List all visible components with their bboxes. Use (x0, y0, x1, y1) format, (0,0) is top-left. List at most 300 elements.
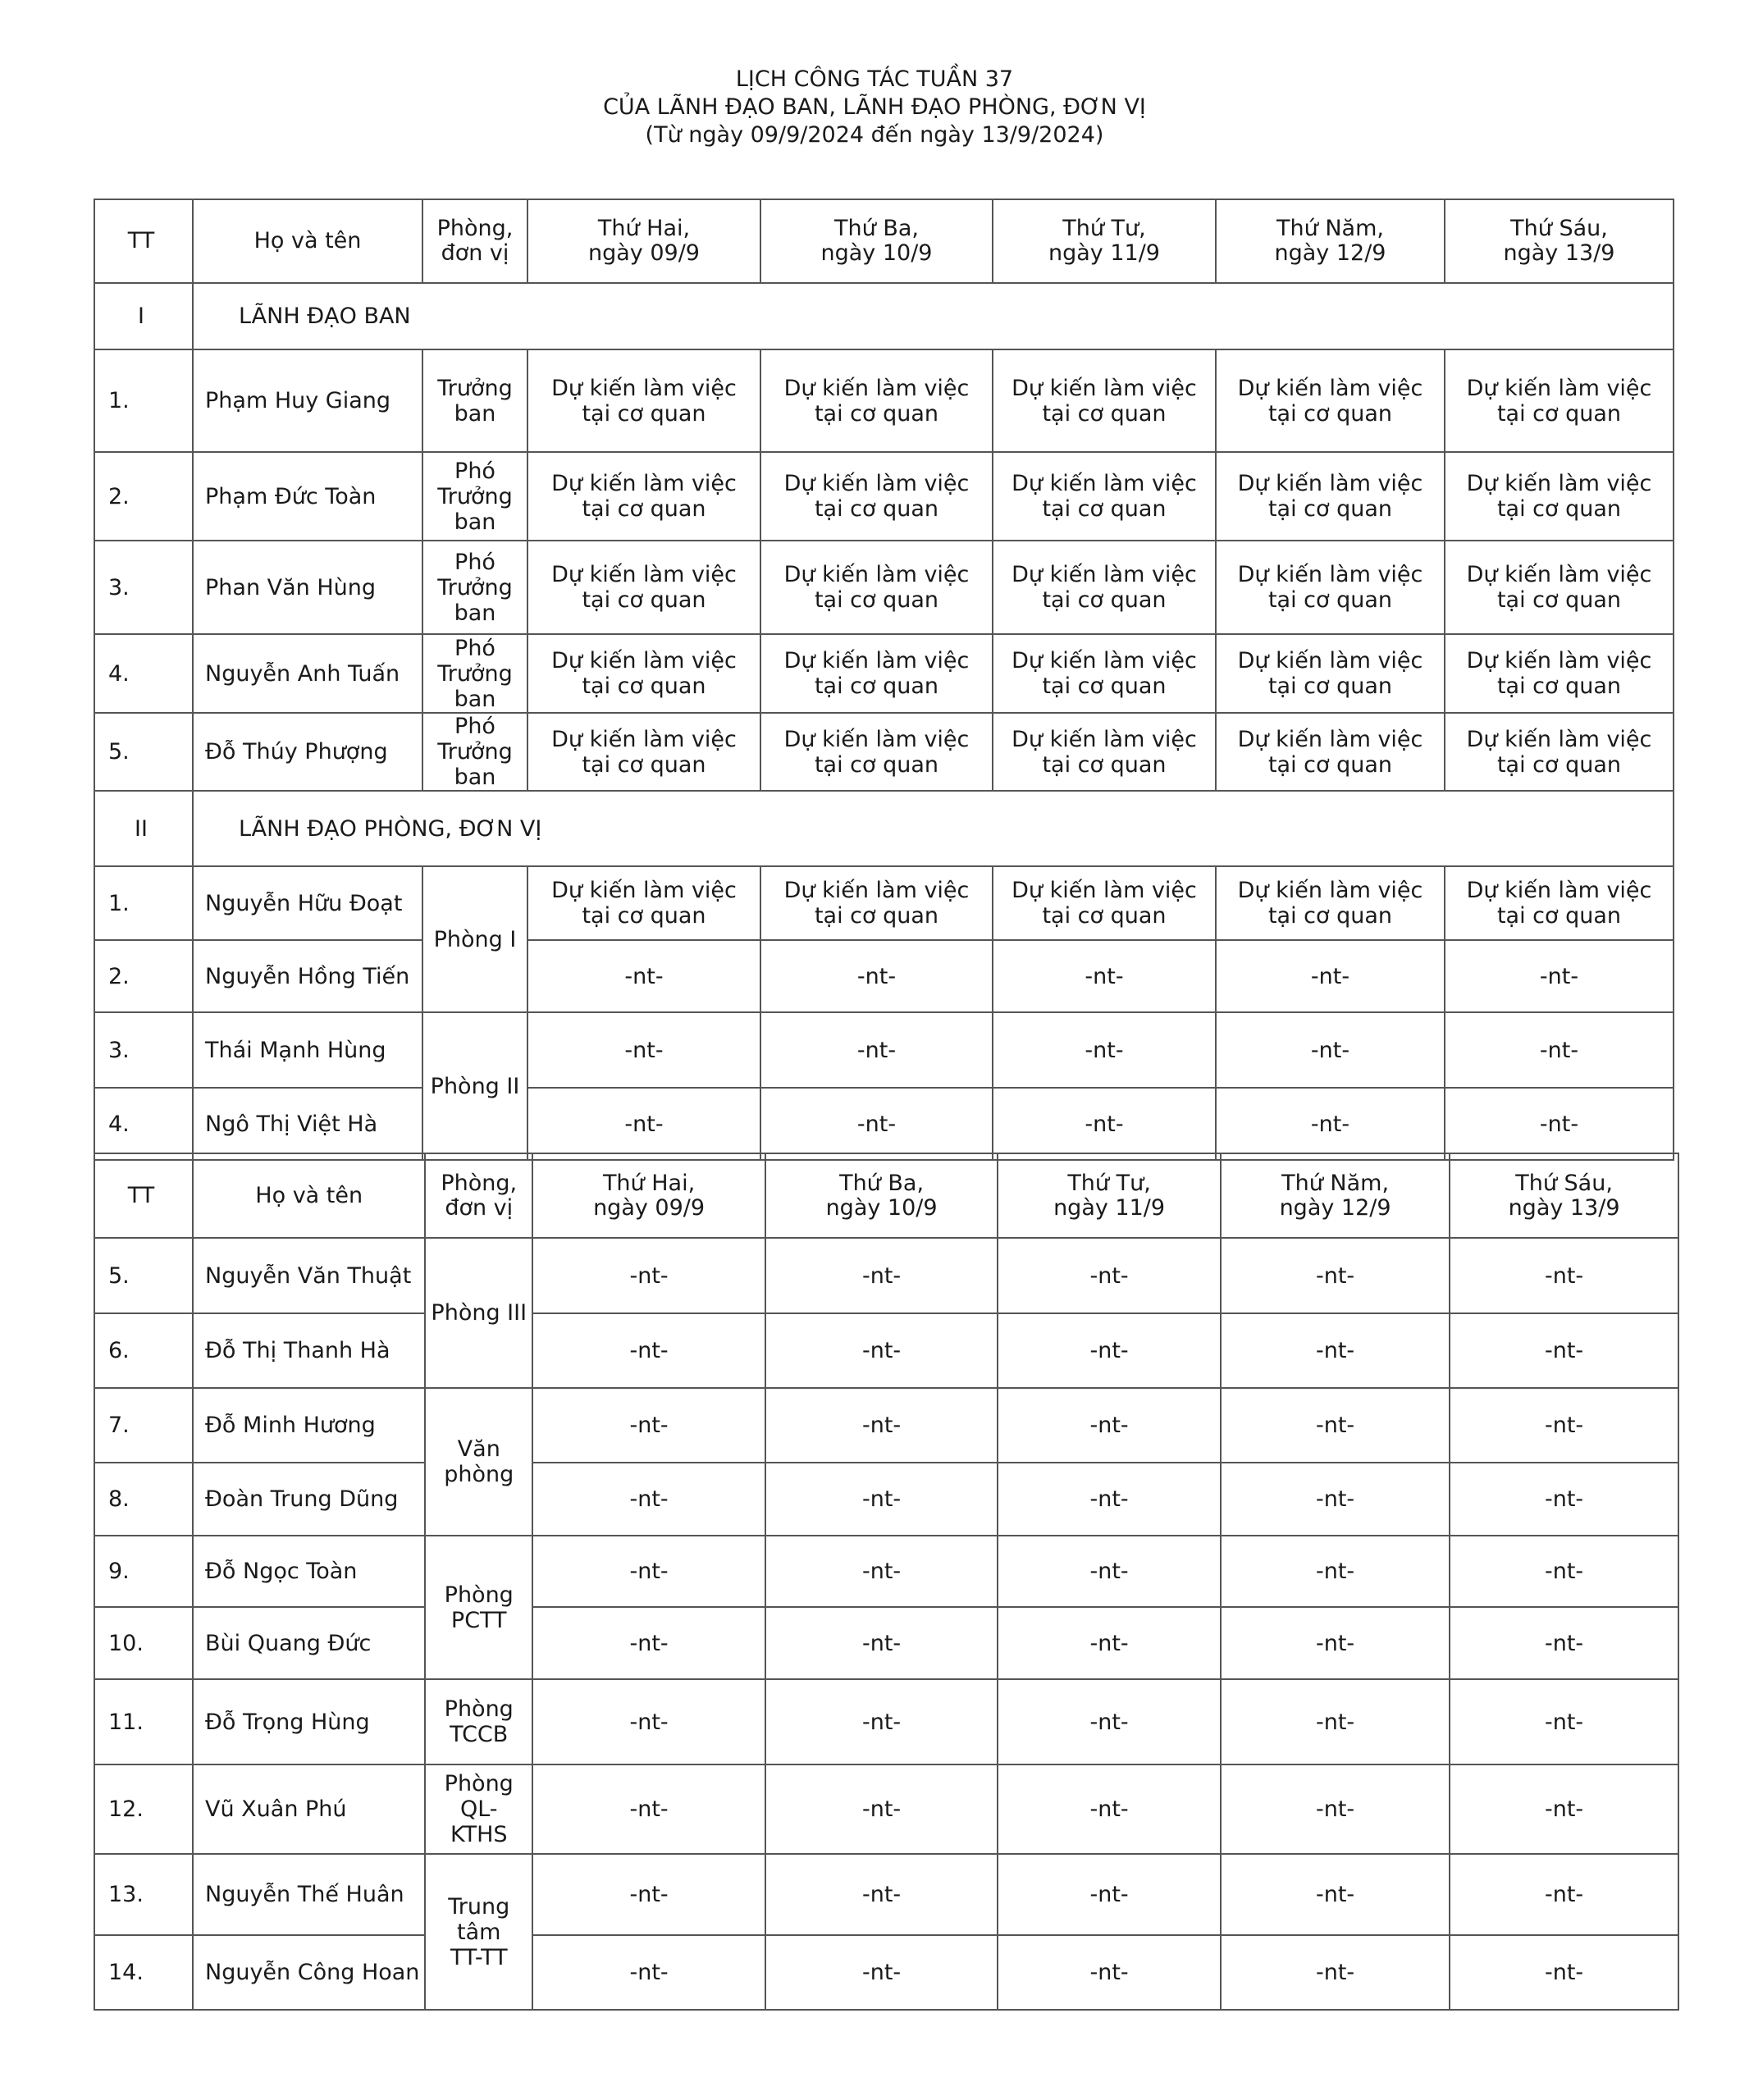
schedule-same-text: -nt- (1089, 1630, 1129, 1656)
schedule-cell (1216, 940, 1445, 1012)
schedule-cell (1221, 1935, 1450, 2010)
schedule-same-text: -nt- (1315, 1486, 1355, 1512)
schedule-same-text: -nt- (624, 1037, 664, 1063)
schedule-same-text: -nt- (1310, 1111, 1350, 1137)
schedule-same-text: -nt- (629, 1413, 669, 1438)
header-day (532, 1153, 765, 1238)
schedule-text: Dự kiến làm việc (551, 471, 737, 496)
schedule-text: tại cơ quan (1042, 673, 1167, 699)
row-number-text: 2. (108, 963, 130, 989)
title-line-2: CỦA LÃNH ĐẠO BAN, LÃNH ĐẠO PHÒNG, ĐƠN VỊ (603, 94, 1146, 120)
schedule-same-text: -nt- (861, 1709, 902, 1735)
header-unit-line: đơn vị (441, 240, 509, 266)
header-name-text: Họ và tên (253, 228, 362, 253)
schedule-text: Dự kiến làm việc (551, 562, 737, 587)
row-number (94, 1607, 193, 1679)
header-day-name: Thứ Năm, (1276, 216, 1384, 241)
table-row (94, 1238, 1678, 1313)
schedule-cell (760, 452, 993, 541)
schedule-cell (1450, 1536, 1678, 1607)
schedule-cell (760, 349, 993, 452)
person-name (193, 1463, 425, 1536)
schedule-cell (993, 940, 1216, 1012)
schedule-text: Dự kiến làm việc (783, 375, 970, 401)
row-number-text: 3. (108, 574, 130, 600)
schedule-cell (760, 713, 993, 791)
schedule-cell (998, 1764, 1221, 1854)
document-title (0, 66, 1749, 149)
unit-cell (422, 713, 527, 791)
schedule-same-text: -nt- (1089, 1262, 1129, 1289)
schedule-text: Dự kiến làm việc (783, 648, 970, 673)
header-day-date: ngày 11/9 (1053, 1194, 1166, 1221)
schedule-same-text: -nt- (1085, 1111, 1124, 1137)
unit-text: Phòng I (433, 926, 517, 952)
schedule-cell (527, 713, 760, 791)
schedule-cell (532, 1935, 765, 2010)
row-number (94, 940, 193, 1012)
schedule-cell (1450, 1388, 1678, 1463)
schedule-cell (1450, 1313, 1678, 1388)
unit-cell (422, 634, 527, 713)
header-unit-line: Phòng, (441, 1170, 518, 1196)
schedule-text: tại cơ quan (582, 751, 706, 778)
row-number (94, 713, 193, 791)
header-tt (94, 1153, 193, 1238)
schedule-text: tại cơ quan (814, 400, 939, 427)
schedule-same-text: -nt- (1085, 963, 1124, 989)
schedule-same-text: -nt- (861, 1882, 902, 1907)
schedule-text: tại cơ quan (1496, 751, 1622, 778)
unit-text: phòng (444, 1462, 514, 1487)
table-row (94, 1764, 1678, 1854)
schedule-cell (532, 1463, 765, 1536)
row-number-text: 1. (108, 890, 130, 916)
schedule-same-text: -nt- (861, 1796, 902, 1822)
header-day (1450, 1153, 1678, 1238)
schedule-text: tại cơ quan (1267, 751, 1393, 778)
schedule-same-text: -nt- (1310, 1037, 1350, 1063)
unit-text: Phòng (444, 1582, 514, 1608)
schedule-text: Dự kiến làm việc (551, 878, 737, 903)
schedule-text: Dự kiến làm việc (551, 375, 737, 401)
schedule-cell (993, 349, 1216, 452)
row-number-text: 5. (108, 1262, 130, 1289)
schedule-same-text: -nt- (629, 1882, 669, 1907)
row-number-text: 4. (108, 660, 130, 687)
schedule-cell (998, 1238, 1221, 1313)
schedule-cell (527, 349, 760, 452)
schedule-cell (1221, 1238, 1450, 1313)
schedule-text: tại cơ quan (1496, 903, 1622, 929)
table-row (94, 1536, 1678, 1607)
schedule-cell (765, 1536, 998, 1607)
header-tt-text: TT (127, 1182, 155, 1208)
unit-text: Trưởng (437, 660, 513, 687)
schedule-same-text: -nt- (1544, 1338, 1584, 1363)
schedule-cell (1221, 1463, 1450, 1536)
schedule-text: tại cơ quan (582, 673, 706, 699)
section-title (193, 283, 1674, 349)
header-day (760, 199, 993, 283)
title-line-1: LỊCH CÔNG TÁC TUẦN 37 (735, 66, 1014, 92)
schedule-cell (1450, 1935, 1678, 2010)
schedule-text: tại cơ quan (1042, 587, 1167, 613)
row-number-text: 13. (108, 1882, 144, 1907)
header-day-name: Thứ Ba, (839, 1170, 925, 1196)
schedule-cell (998, 1463, 1221, 1536)
schedule-text: Dự kiến làm việc (1011, 375, 1197, 401)
table-row (94, 1388, 1678, 1463)
unit-cell (422, 1012, 527, 1160)
schedule-cell (1221, 1607, 1450, 1679)
row-number-text: 8. (108, 1486, 130, 1512)
person-name-text: Nguyễn Hữu Đoạt (205, 890, 403, 916)
schedule-cell (760, 1012, 993, 1088)
row-number (94, 866, 193, 940)
schedule-text: Dự kiến làm việc (1466, 726, 1652, 752)
schedule-cell (1445, 940, 1674, 1012)
person-name-text: Nguyễn Thế Huân (205, 1882, 404, 1907)
schedule-cell (1216, 634, 1445, 713)
unit-cell (422, 866, 527, 1012)
schedule-cell (532, 1607, 765, 1679)
person-name-text: Đỗ Minh Hương (205, 1413, 376, 1438)
schedule-text: Dự kiến làm việc (1011, 878, 1197, 903)
schedule-text: tại cơ quan (1042, 903, 1167, 929)
schedule-text: Dự kiến làm việc (783, 878, 970, 903)
schedule-same-text: -nt- (1089, 1709, 1129, 1735)
schedule-cell (1216, 349, 1445, 452)
schedule-same-text: -nt- (1544, 1559, 1584, 1584)
schedule-cell (765, 1854, 998, 1935)
schedule-cell (527, 1088, 760, 1160)
schedule-table-page-2 (94, 1153, 1679, 2011)
header-unit-line: Phòng, (436, 216, 514, 241)
schedule-same-text: -nt- (629, 1486, 669, 1512)
header-name (193, 199, 422, 283)
row-number (94, 1536, 193, 1607)
header-day-name: Thứ Hai, (602, 1170, 696, 1196)
header-day-name: Thứ Năm, (1281, 1170, 1390, 1196)
schedule-same-text: -nt- (629, 1796, 669, 1822)
schedule-same-text: -nt- (629, 1709, 669, 1735)
schedule-cell (760, 940, 993, 1012)
row-number-text: 4. (108, 1111, 130, 1137)
unit-cell (425, 1388, 532, 1536)
schedule-cell (765, 1679, 998, 1764)
schedule-text: Dự kiến làm việc (551, 726, 737, 752)
schedule-text: Dự kiến làm việc (551, 648, 737, 673)
schedule-same-text: -nt- (1544, 1486, 1584, 1512)
schedule-text: Dự kiến làm việc (1466, 471, 1652, 496)
schedule-same-text: -nt- (861, 1630, 902, 1656)
schedule-cell (1445, 1088, 1674, 1160)
row-number-text: 6. (108, 1338, 130, 1363)
table-header-row (94, 199, 1674, 283)
person-name (193, 1764, 425, 1854)
header-day (527, 199, 760, 283)
row-number (94, 452, 193, 541)
schedule-text: tại cơ quan (814, 496, 939, 522)
unit-text: QL- (459, 1796, 498, 1822)
section-title (193, 791, 1674, 866)
table-header-row (94, 1153, 1678, 1238)
header-day-date: ngày 10/9 (825, 1194, 938, 1221)
schedule-same-text: -nt- (1089, 1796, 1129, 1822)
schedule-cell (993, 713, 1216, 791)
schedule-same-text: -nt- (1544, 1796, 1584, 1822)
header-day-name: Thứ Ba, (834, 216, 919, 241)
header-name-text: Họ và tên (255, 1182, 363, 1208)
table-row (94, 452, 1674, 541)
unit-text: PCTT (450, 1607, 507, 1633)
schedule-same-text: -nt- (1089, 1413, 1129, 1438)
schedule-cell (998, 1935, 1221, 2010)
schedule-same-text: -nt- (629, 1960, 669, 1985)
row-number (94, 1764, 193, 1854)
schedule-same-text: -nt- (1315, 1630, 1355, 1656)
header-day (765, 1153, 998, 1238)
schedule-cell (993, 634, 1216, 713)
schedule-cell (1450, 1764, 1678, 1854)
schedule-cell (1216, 713, 1445, 791)
schedule-same-text: -nt- (1539, 963, 1579, 989)
schedule-text: Dự kiến làm việc (1237, 648, 1423, 673)
schedule-text: tại cơ quan (1042, 751, 1167, 778)
unit-cell (425, 1764, 532, 1854)
row-number-text: 14. (108, 1960, 144, 1985)
person-name-text: Bùi Quang Đức (205, 1630, 372, 1656)
schedule-same-text: -nt- (1315, 1796, 1355, 1822)
schedule-cell (1216, 1012, 1445, 1088)
unit-text: Trưởng (437, 739, 513, 765)
section-number-text: II (135, 815, 148, 842)
unit-text: Phó (454, 549, 495, 575)
schedule-text: tại cơ quan (814, 673, 939, 699)
schedule-same-text: -nt- (624, 1111, 664, 1137)
schedule-cell (532, 1238, 765, 1313)
schedule-same-text: -nt- (629, 1262, 669, 1289)
header-day-date: ngày 10/9 (820, 240, 933, 266)
person-name (193, 1012, 422, 1088)
unit-text: Phòng II (430, 1073, 520, 1099)
section-number-text: I (138, 304, 144, 329)
schedule-text: Dự kiến làm việc (1011, 562, 1197, 587)
schedule-text: Dự kiến làm việc (1237, 562, 1423, 587)
person-name (193, 1935, 425, 2010)
person-name (193, 1088, 422, 1160)
schedule-cell (998, 1313, 1221, 1388)
unit-text: ban (454, 400, 496, 427)
table-row (94, 1463, 1678, 1536)
schedule-cell (1221, 1388, 1450, 1463)
person-name (193, 866, 422, 940)
row-number (94, 1313, 193, 1388)
schedule-text: tại cơ quan (1496, 673, 1622, 699)
unit-text: Phòng (444, 1696, 514, 1722)
person-name-text: Đỗ Thị Thanh Hà (205, 1338, 390, 1363)
table-row (94, 349, 1674, 452)
schedule-same-text: -nt- (856, 1111, 897, 1137)
header-day-date: ngày 09/9 (588, 240, 700, 266)
unit-text: ban (454, 765, 496, 790)
schedule-cell (1445, 452, 1674, 541)
person-name (193, 541, 422, 634)
unit-text: Trưởng (437, 574, 513, 600)
table-row (94, 1012, 1674, 1088)
schedule-same-text: -nt- (1544, 1960, 1584, 1985)
schedule-same-text: -nt- (1315, 1559, 1355, 1584)
unit-text: Phó (454, 714, 495, 739)
person-name-text: Ngô Thị Việt Hà (205, 1111, 378, 1137)
person-name-text: Phạm Đức Toàn (205, 483, 377, 509)
person-name (193, 634, 422, 713)
schedule-cell (765, 1607, 998, 1679)
schedule-same-text: -nt- (629, 1338, 669, 1363)
schedule-text: tại cơ quan (1267, 587, 1393, 613)
schedule-cell (532, 1679, 765, 1764)
person-name-text: Đoàn Trung Dũng (205, 1486, 399, 1512)
schedule-cell (765, 1313, 998, 1388)
header-day (1445, 199, 1674, 283)
row-number-text: 1. (108, 388, 130, 413)
table-row (94, 1088, 1674, 1160)
schedule-text: tại cơ quan (1267, 496, 1393, 522)
person-name-text: Phan Văn Hùng (205, 574, 377, 600)
schedule-text: Dự kiến làm việc (1237, 471, 1423, 496)
unit-cell (422, 349, 527, 452)
schedule-cell (1450, 1679, 1678, 1764)
schedule-text: tại cơ quan (582, 496, 706, 522)
schedule-same-text: -nt- (1315, 1709, 1355, 1735)
schedule-text: tại cơ quan (1496, 496, 1622, 522)
person-name-text: Vũ Xuân Phú (205, 1796, 347, 1822)
header-tt (94, 199, 193, 283)
schedule-cell (532, 1313, 765, 1388)
header-day-date: ngày 12/9 (1279, 1194, 1391, 1221)
unit-text: Phòng III (431, 1300, 527, 1326)
section-row (94, 791, 1674, 866)
schedule-text: tại cơ quan (1267, 673, 1393, 699)
person-name (193, 1854, 425, 1935)
schedule-text: Dự kiến làm việc (1466, 648, 1652, 673)
person-name (193, 1679, 425, 1764)
unit-text: Trung (448, 1893, 510, 1920)
table-row (94, 866, 1674, 940)
schedule-same-text: -nt- (1539, 1037, 1579, 1063)
person-name-text: Nguyễn Văn Thuật (205, 1262, 412, 1289)
schedule-cell (1445, 634, 1674, 713)
schedule-same-text: -nt- (1544, 1413, 1584, 1438)
schedule-cell (532, 1388, 765, 1463)
section-number (94, 283, 193, 349)
header-day-name: Thứ Tư, (1067, 1170, 1151, 1196)
schedule-cell (1450, 1854, 1678, 1935)
schedule-same-text: -nt- (861, 1338, 902, 1363)
table-row (94, 1679, 1678, 1764)
unit-text: ban (454, 600, 496, 626)
schedule-same-text: -nt- (1315, 1338, 1355, 1363)
schedule-cell (998, 1854, 1221, 1935)
header-day-name: Thứ Sáu, (1515, 1170, 1613, 1196)
row-number-text: 11. (108, 1709, 144, 1735)
person-name (193, 349, 422, 452)
schedule-same-text: -nt- (861, 1960, 902, 1985)
row-number (94, 1088, 193, 1160)
row-number (94, 541, 193, 634)
schedule-text: Dự kiến làm việc (1466, 375, 1652, 401)
schedule-text: tại cơ quan (1042, 496, 1167, 522)
schedule-cell (993, 1088, 1216, 1160)
schedule-text: Dự kiến làm việc (1466, 562, 1652, 587)
unit-text: Trưởng (437, 483, 513, 509)
row-number-text: 2. (108, 483, 130, 509)
unit-cell (425, 1854, 532, 2010)
schedule-cell (1216, 541, 1445, 634)
schedule-same-text: -nt- (1085, 1037, 1124, 1063)
row-number (94, 1854, 193, 1935)
schedule-same-text: -nt- (1539, 1111, 1579, 1137)
schedule-cell (527, 541, 760, 634)
schedule-same-text: -nt- (1310, 963, 1350, 989)
schedule-cell (1445, 541, 1674, 634)
person-name (193, 1388, 425, 1463)
schedule-same-text: -nt- (1544, 1882, 1584, 1907)
row-number-text: 10. (108, 1630, 144, 1656)
schedule-cell (765, 1388, 998, 1463)
row-number (94, 1679, 193, 1764)
schedule-same-text: -nt- (1544, 1262, 1584, 1289)
header-unit-line: đơn vị (445, 1194, 514, 1221)
schedule-cell (765, 1238, 998, 1313)
person-name-text: Đỗ Trọng Hùng (205, 1709, 370, 1735)
row-number-text: 9. (108, 1559, 130, 1584)
person-name-text: Thái Mạnh Hùng (205, 1037, 386, 1063)
schedule-cell (532, 1764, 765, 1854)
header-day (993, 199, 1216, 283)
person-name-text: Nguyễn Anh Tuấn (205, 660, 400, 687)
schedule-cell (993, 541, 1216, 634)
table-row (94, 1313, 1678, 1388)
row-number (94, 1388, 193, 1463)
schedule-text: tại cơ quan (582, 400, 706, 427)
schedule-cell (1221, 1854, 1450, 1935)
schedule-same-text: -nt- (1315, 1262, 1355, 1289)
section-title-text: LÃNH ĐẠO BAN (239, 304, 411, 329)
unit-cell (425, 1238, 532, 1388)
header-day (998, 1153, 1221, 1238)
unit-text: TT-TT (450, 1944, 508, 1970)
schedule-cell (527, 452, 760, 541)
schedule-cell (998, 1536, 1221, 1607)
unit-text: Văn (457, 1436, 500, 1462)
schedule-cell (765, 1935, 998, 2010)
unit-text: Phòng (444, 1771, 514, 1796)
schedule-same-text: -nt- (856, 963, 897, 989)
header-unit (425, 1153, 532, 1238)
row-number (94, 1935, 193, 2010)
row-number (94, 1012, 193, 1088)
schedule-cell (765, 1764, 998, 1854)
header-unit (422, 199, 527, 283)
person-name-text: Phạm Huy Giang (205, 388, 391, 413)
person-name-text: Đỗ Ngọc Toàn (205, 1559, 358, 1584)
person-name (193, 1238, 425, 1313)
schedule-same-text: -nt- (1315, 1960, 1355, 1985)
schedule-text: tại cơ quan (1496, 400, 1622, 427)
table-row (94, 1854, 1678, 1935)
